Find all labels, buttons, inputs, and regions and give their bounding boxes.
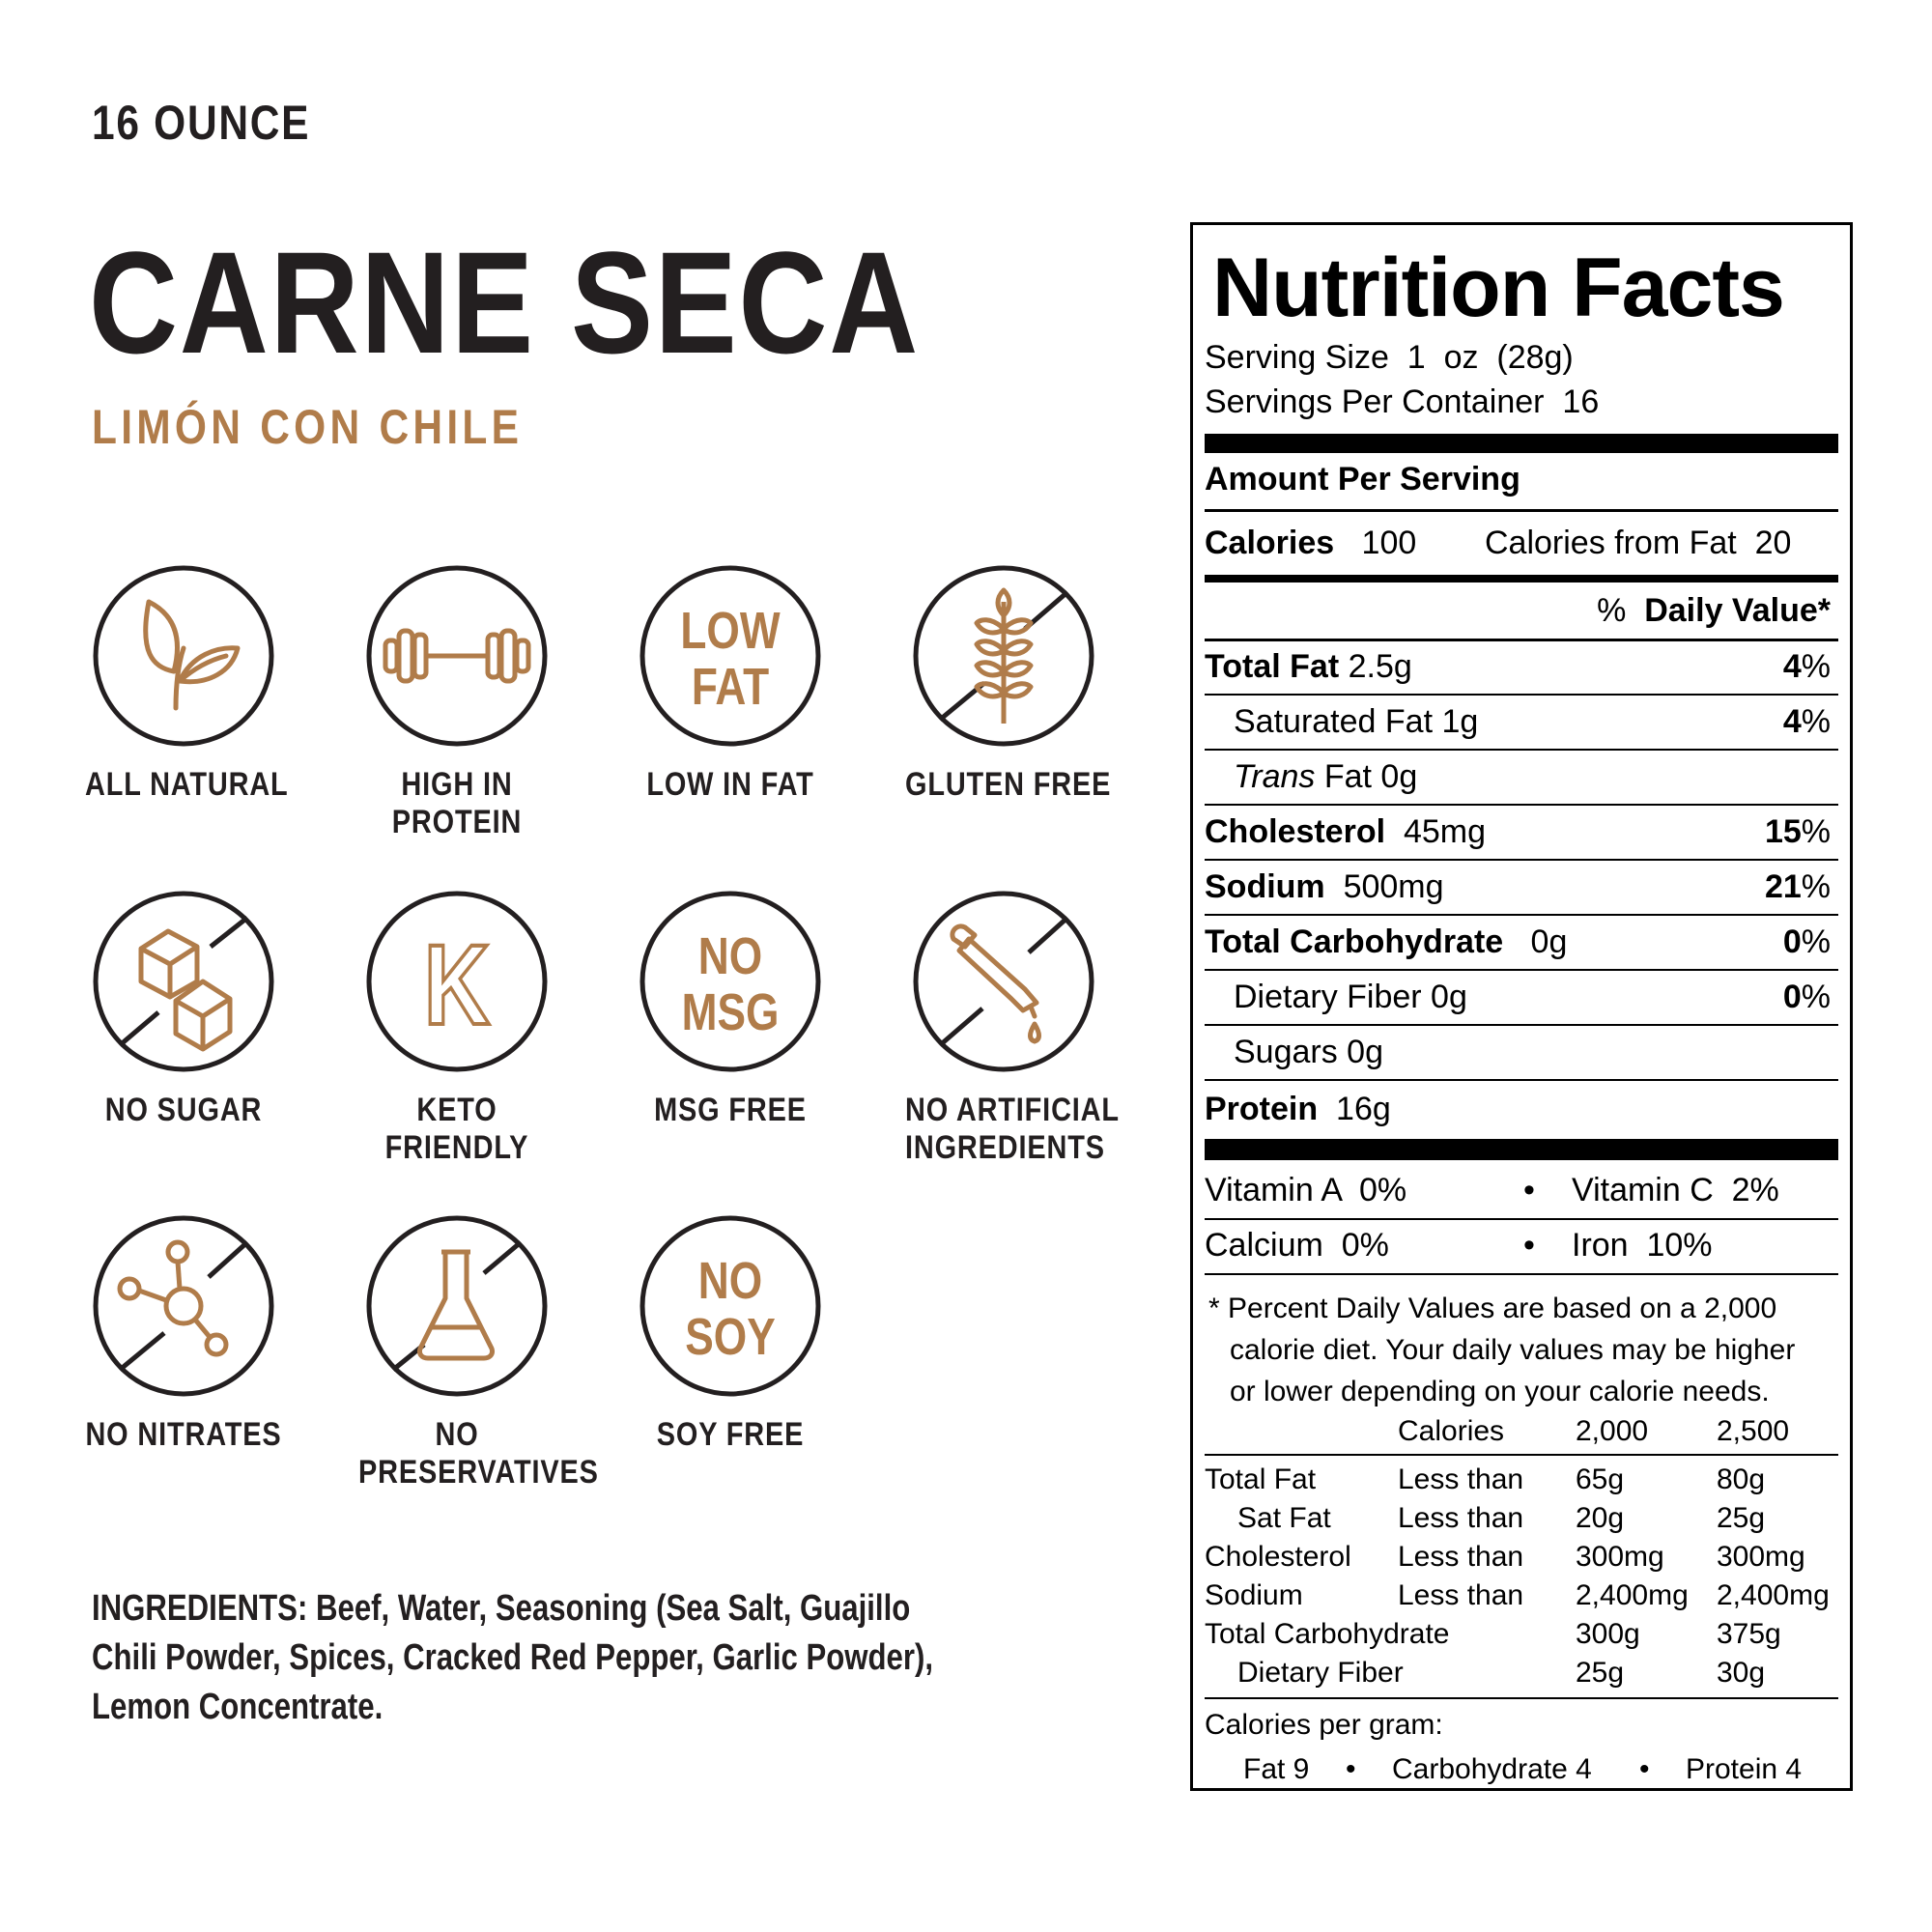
sugars-row (1205, 1034, 1838, 1071)
vitamin-row (1205, 1172, 1838, 1209)
badge-no-nitrates (68, 1213, 299, 1454)
cal-per-gram-protein: Protein 4 (1686, 1753, 1803, 1785)
divider (1205, 804, 1838, 806)
ingredients-text: INGREDIENTS: Beef, Water, Seasoning (Sea Salt, Guajillo Chili Powder, Spices, Cracked Red Pepper, Garlic Powder), Lemon Concentrate. (92, 1588, 934, 1727)
bullet: • (1639, 1753, 1650, 1785)
percent-sign: % (1801, 979, 1831, 1015)
wheat-crossed-icon (911, 563, 1096, 749)
divider (1205, 1454, 1838, 1456)
servings-value: 16 (1562, 384, 1600, 420)
badge-no-preservatives (341, 1213, 599, 1492)
table-cell: Less than (1398, 1541, 1524, 1573)
dv-header-label: Daily Value* (1644, 592, 1831, 629)
dropper-crossed-icon (911, 889, 1096, 1074)
table-cell: 20g (1576, 1502, 1625, 1534)
nutrient-label: Cholesterol (1205, 813, 1386, 850)
percent-sign: % (1801, 703, 1831, 740)
table-cell: 80g (1717, 1463, 1766, 1495)
table-cell: 30g (1717, 1657, 1766, 1689)
badge-no-artificial-ingredients (888, 889, 1120, 1167)
calcium: Calcium 0% (1205, 1227, 1389, 1264)
nutrient-dv: 0 (1782, 979, 1802, 1015)
nutrient-amount: 0g (1530, 923, 1568, 960)
table-header-2000: 2,000 (1576, 1415, 1649, 1447)
footnote (1208, 1288, 1795, 1412)
nutrient-amount: 500mg (1343, 868, 1444, 905)
cholesterol-row (1205, 813, 1838, 851)
badge-high-in-protein (341, 563, 573, 841)
table-cell: Dietary Fiber (1237, 1657, 1404, 1689)
bullet: • (1523, 1172, 1535, 1208)
percent-sign: % (1801, 923, 1831, 960)
mineral-row (1205, 1227, 1838, 1264)
nutrient-dv: 0 (1782, 923, 1802, 960)
table-cell: Total Fat (1205, 1463, 1317, 1495)
badge-label-line1: GLUTEN FREE (905, 766, 1112, 803)
badge-icon-text-line2: MSG (681, 982, 780, 1042)
badge-label-line2: INGREDIENTS (905, 1129, 1105, 1166)
molecule-crossed-icon (91, 1213, 276, 1399)
badge-label-line1: KETO (416, 1092, 497, 1128)
nutrient-dv: 4 (1782, 703, 1802, 740)
badge-icon-text-line1: NO (697, 1251, 763, 1311)
no-msg-text-icon (638, 889, 823, 1074)
table-cell: Cholesterol (1205, 1541, 1351, 1573)
nutrient-label: Protein (1205, 1091, 1319, 1127)
divider (1205, 1218, 1838, 1220)
table-cell: Less than (1398, 1463, 1524, 1495)
badge-keto-friendly (341, 889, 573, 1167)
badge-icon-text-line2: SOY (685, 1307, 776, 1367)
nutrition-facts-panel (1190, 222, 1853, 1791)
vitamin-c: Vitamin C 2% (1572, 1172, 1779, 1208)
footnote-line: or lower depending on your calorie needs. (1230, 1376, 1770, 1407)
sodium-row (1205, 868, 1838, 906)
divider (1205, 1273, 1838, 1275)
nutrient-label: Sodium (1205, 868, 1325, 905)
badge-label-line1: ALL NATURAL (85, 766, 289, 803)
cal-per-gram-carbohydrate: Carbohydrate 4 (1392, 1753, 1592, 1785)
table-cell: Total Carbohydrate (1205, 1618, 1450, 1650)
thick-divider (1205, 434, 1838, 453)
dv-percent-sign: % (1597, 592, 1627, 629)
nutrient-dv: 21 (1764, 868, 1802, 905)
saturated-fat-row (1205, 703, 1838, 741)
size-label: 16 OUNCE (92, 96, 311, 150)
nutrient-amount: 2.5g (1348, 648, 1412, 685)
table-cell: 25g (1717, 1502, 1766, 1534)
percent-sign: % (1801, 813, 1831, 850)
servings-per-container-row (1205, 384, 1838, 421)
badge-low-in-fat (614, 563, 846, 804)
nutrient-label: Fat 0g (1315, 758, 1418, 795)
trans-label: Trans (1234, 758, 1316, 795)
keto-k-icon (364, 889, 550, 1074)
nutrient-dv: 15 (1764, 813, 1802, 850)
flavor-label: LIMÓN CON CHILE (92, 400, 524, 454)
iron: Iron 10% (1572, 1227, 1713, 1264)
badge-msg-free (614, 889, 846, 1129)
no-soy-text-icon (638, 1213, 823, 1399)
nutrient-label: Total Fat (1205, 648, 1340, 685)
nutrition-title: Nutrition Facts (1212, 242, 1784, 334)
nutrient-label: Saturated Fat 1g (1234, 703, 1479, 740)
medium-divider (1205, 575, 1838, 582)
badge-label-line1: HIGH IN (401, 766, 513, 803)
badge-label-line1: NO ARTIFICIAL (905, 1092, 1120, 1128)
percent-sign: % (1801, 648, 1831, 685)
table-cell: 25g (1576, 1657, 1625, 1689)
daily-value-header (1205, 592, 1838, 630)
table-cell: Less than (1398, 1502, 1524, 1534)
serving-size-row (1205, 339, 1838, 377)
divider (1205, 914, 1838, 916)
badge-label-line2: PRESERVATIVES (358, 1454, 599, 1491)
table-cell: Less than (1398, 1579, 1524, 1611)
badge-icon-text-line1: LOW (680, 601, 781, 661)
badge-label-line2: PROTEIN (391, 804, 523, 840)
badge-all-natural (68, 563, 299, 804)
divider (1205, 1079, 1838, 1081)
table-cell: 300g (1576, 1618, 1640, 1650)
badge-label-line1: NO NITRATES (85, 1416, 282, 1453)
badge-label-line1: NO SUGAR (104, 1092, 263, 1128)
table-header-2500: 2,500 (1717, 1415, 1790, 1447)
percent-sign: % (1801, 868, 1831, 905)
table-cell: 2,400mg (1576, 1579, 1689, 1611)
serving-size-value: 1 oz (28g) (1406, 339, 1574, 376)
calories-row (1205, 525, 1838, 562)
leaf-icon (91, 563, 276, 749)
badge-label-line1: NO (435, 1416, 479, 1453)
badge-gluten-free (888, 563, 1120, 804)
divider (1205, 969, 1838, 971)
divider (1205, 1697, 1838, 1699)
protein-row (1205, 1091, 1838, 1128)
dumbbell-icon (364, 563, 550, 749)
divider (1205, 1024, 1838, 1026)
thick-divider (1205, 1139, 1838, 1160)
footnote-line: * Percent Daily Values are based on a 2,000 (1208, 1293, 1777, 1324)
badge-icon-text-line1: K (423, 920, 491, 1049)
badge-icon-text-line1: NO (697, 926, 763, 986)
trans-fat-row (1205, 758, 1838, 796)
table-cell: Sodium (1205, 1579, 1303, 1611)
nutrient-amount: 16g (1336, 1091, 1391, 1127)
product-name: CARNE SECA (89, 221, 921, 384)
total-carbohydrate-row (1205, 923, 1838, 961)
table-cell: 300mg (1717, 1541, 1805, 1573)
vitamin-a: Vitamin A 0% (1205, 1172, 1407, 1208)
divider (1205, 509, 1838, 512)
table-cell: 300mg (1576, 1541, 1664, 1573)
badge-label-line1: LOW IN FAT (646, 766, 814, 803)
divider (1205, 859, 1838, 861)
badge-icon-text-line2: FAT (691, 657, 770, 717)
nutrient-amount: 45mg (1403, 813, 1487, 850)
bullet: • (1523, 1227, 1535, 1264)
table-cell: 2,400mg (1717, 1579, 1830, 1611)
table-cell: 375g (1717, 1618, 1781, 1650)
badge-label-line1: MSG FREE (654, 1092, 807, 1128)
calories-value: 100 (1361, 525, 1417, 561)
calories-per-gram-label: Calories per gram: (1205, 1709, 1443, 1741)
table-header-calories: Calories (1398, 1415, 1505, 1447)
badge-soy-free (614, 1213, 846, 1454)
badge-label-line1: SOY FREE (656, 1416, 805, 1453)
sugar-cubes-crossed-icon (91, 889, 276, 1074)
nutrient-label: Dietary Fiber 0g (1234, 979, 1467, 1015)
cal-per-gram-fat: Fat 9 (1243, 1753, 1310, 1785)
calories-from-fat: Calories from Fat 20 (1485, 525, 1792, 561)
amount-per-serving: Amount Per Serving (1205, 461, 1520, 497)
dietary-fiber-row (1205, 979, 1838, 1016)
nutrient-dv: 4 (1782, 648, 1802, 685)
divider (1205, 639, 1838, 641)
low-fat-text-icon (638, 563, 823, 749)
nutrient-label: Total Carbohydrate (1205, 923, 1504, 960)
divider (1205, 694, 1838, 696)
bullet: • (1346, 1753, 1356, 1785)
nutrient-label: Sugars 0g (1234, 1034, 1383, 1070)
serving-size-label: Serving Size (1205, 339, 1389, 376)
servings-label: Servings Per Container (1205, 384, 1545, 420)
divider (1205, 749, 1838, 751)
flask-crossed-icon (364, 1213, 550, 1399)
calories-label: Calories (1205, 525, 1335, 561)
table-cell: 65g (1576, 1463, 1625, 1495)
footnote-line: calorie diet. Your daily values may be higher (1230, 1334, 1796, 1366)
badge-no-sugar (68, 889, 299, 1129)
table-cell: Sat Fat (1237, 1502, 1331, 1534)
total-fat-row (1205, 648, 1838, 686)
badge-label-line2: FRIENDLY (384, 1129, 529, 1166)
